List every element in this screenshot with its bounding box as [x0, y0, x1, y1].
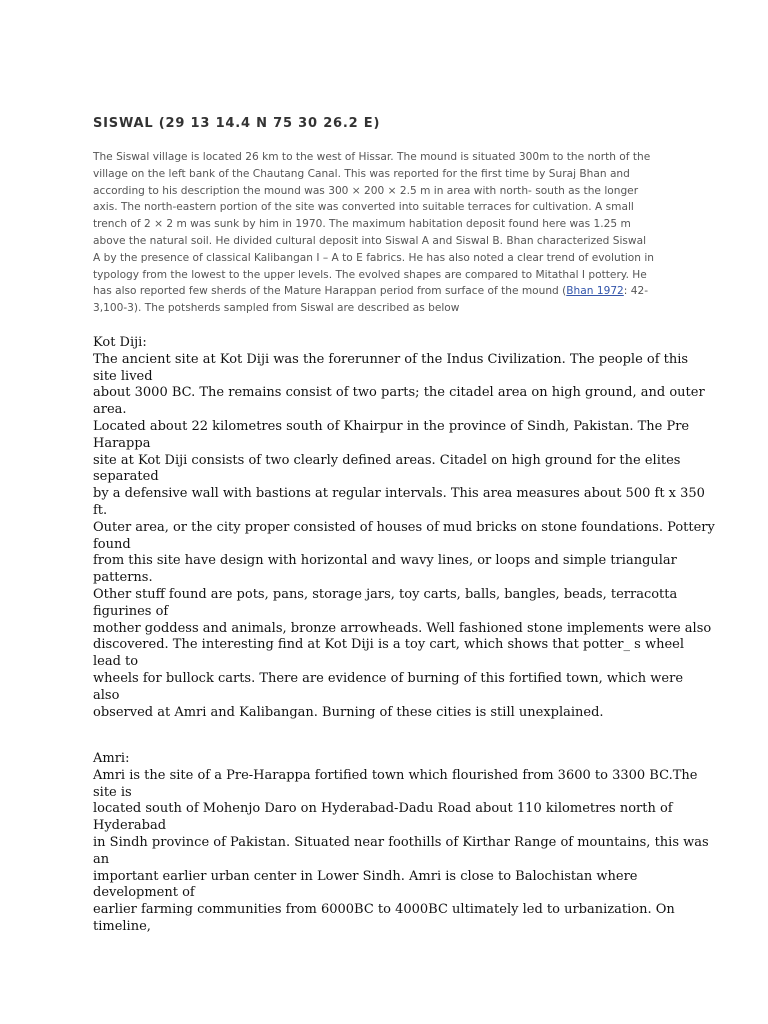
amri-line: earlier farming communities from 6000BC to 4000BC ultimately led to urbanization. On	[93, 902, 675, 918]
siswal-line: trench of 2 × 2 m was sunk by him in 1970. The maximum habitation deposit found here was 1.25 m	[93, 218, 631, 231]
amri-line: an	[93, 851, 110, 867]
amri-section	[93, 751, 709, 936]
section-heading-siswal: SISWAL (29 13 14.4 N 75 30 26.2 E)	[93, 116, 381, 131]
kot-diji-line: found	[93, 536, 131, 552]
siswal-paragraph	[93, 149, 683, 317]
amri-line: located south of Mohenjo Daro on Hyderabad-Dadu Road about 110 kilometres north of	[93, 801, 673, 817]
amri-line: development of	[93, 885, 195, 901]
kot-diji-line: by a defensive wall with bastions at regular intervals. This area measures about 500 ft x 350	[93, 486, 705, 502]
kot-diji-line: Located about 22 kilometres south of Khairpur in the province of Sindh, Pakistan. The Pre	[93, 418, 690, 434]
siswal-line: above the natural soil. He divided cultural deposit into Siswal A and Siswal B. Bhan characterized Siswal	[93, 234, 647, 247]
amri-title: Amri:	[93, 751, 130, 766]
amri-line: Amri is the site of a Pre-Harappa fortified town which flourished from 3600 to 3300 BC.The	[93, 767, 698, 783]
kot-diji-line: also	[93, 687, 120, 703]
siswal-line: axis. The north-eastern portion of the site was converted into suitable terraces for cultivation. A small	[93, 201, 634, 214]
citation-link-bhan-1972[interactable]: Bhan 1972	[566, 285, 624, 298]
kot-diji-line: from this site have design with horizontal and wavy lines, or loops and simple triangular	[93, 553, 677, 569]
kot-diji-line: separated	[93, 469, 159, 485]
siswal-line: village on the left bank of the Chautang Canal. This was reported for the first time by Suraj Bhan and	[93, 167, 630, 180]
amri-line: important earlier urban center in Lower Sindh. Amri is close to Balochistan where	[93, 868, 638, 884]
kot-diji-line: patterns.	[93, 570, 153, 586]
siswal-line: 3,100-3). The potsherds sampled from Siswal are described as below	[93, 302, 460, 315]
kot-diji-line: observed at Amri and Kalibangan. Burning of these cities is still unexplained.	[93, 704, 604, 720]
amri-line: in Sindh province of Pakistan. Situated near foothills of Kirthar Range of mountains, this was	[93, 834, 709, 850]
kot-diji-line: mother goddess and animals, bronze arrowheads. Well fashioned stone implements were also	[93, 620, 712, 636]
siswal-line: according to his description the mound was 300 × 200 × 2.5 m in area with north- south as the longer	[93, 184, 639, 197]
kot-diji-line: site lived	[93, 368, 153, 384]
amri-line: site is	[93, 784, 132, 800]
kot-diji-line: area.	[93, 402, 127, 418]
kot-diji-line: The ancient site at Kot Diji was the forerunner of the Indus Civilization. The people of this	[93, 351, 689, 367]
kot-diji-line: figurines of	[93, 603, 169, 619]
amri-line: Hyderabad	[93, 818, 167, 834]
siswal-line-with-citation	[93, 283, 683, 300]
kot-diji-title: Kot Diji:	[93, 335, 147, 350]
kot-diji-line: ft.	[93, 502, 108, 518]
siswal-text: : 42-	[623, 285, 649, 298]
kot-diji-line: lead to	[93, 654, 139, 670]
kot-diji-line: Outer area, or the city proper consisted of houses of mud bricks on stone foundations. Pottery	[93, 519, 715, 535]
siswal-line: A by the presence of classical Kalibangan I – A to E fabrics. He has also noted a clear trend of evolution in	[93, 251, 655, 264]
kot-diji-section	[93, 335, 715, 721]
kot-diji-line: discovered. The interesting find at Kot Diji is a toy cart, which shows that potter_ s wheel	[93, 637, 684, 653]
siswal-line: The Siswal village is located 26 km to the west of Hissar. The mound is situated 300m to the north of the	[93, 151, 651, 163]
kot-diji-line: site at Kot Diji consists of two clearly defined areas. Citadel on high ground for the elites	[93, 452, 681, 468]
amri-line: timeline,	[93, 918, 151, 934]
kot-diji-line: about 3000 BC. The remains consist of two parts; the citadel area on high ground, and outer	[93, 385, 705, 401]
kot-diji-line: Harappa	[93, 435, 151, 451]
kot-diji-line: wheels for bullock carts. There are evidence of burning of this fortified town, which were	[93, 670, 684, 686]
siswal-line: typology from the lowest to the upper levels. The evolved shapes are compared to Mitathal I pottery. He	[93, 268, 647, 281]
kot-diji-line: Other stuff found are pots, pans, storage jars, toy carts, balls, bangles, beads, terracotta	[93, 586, 678, 602]
siswal-text: has also reported few sherds of the Mature Harappan period from surface of the mound (	[93, 285, 567, 298]
